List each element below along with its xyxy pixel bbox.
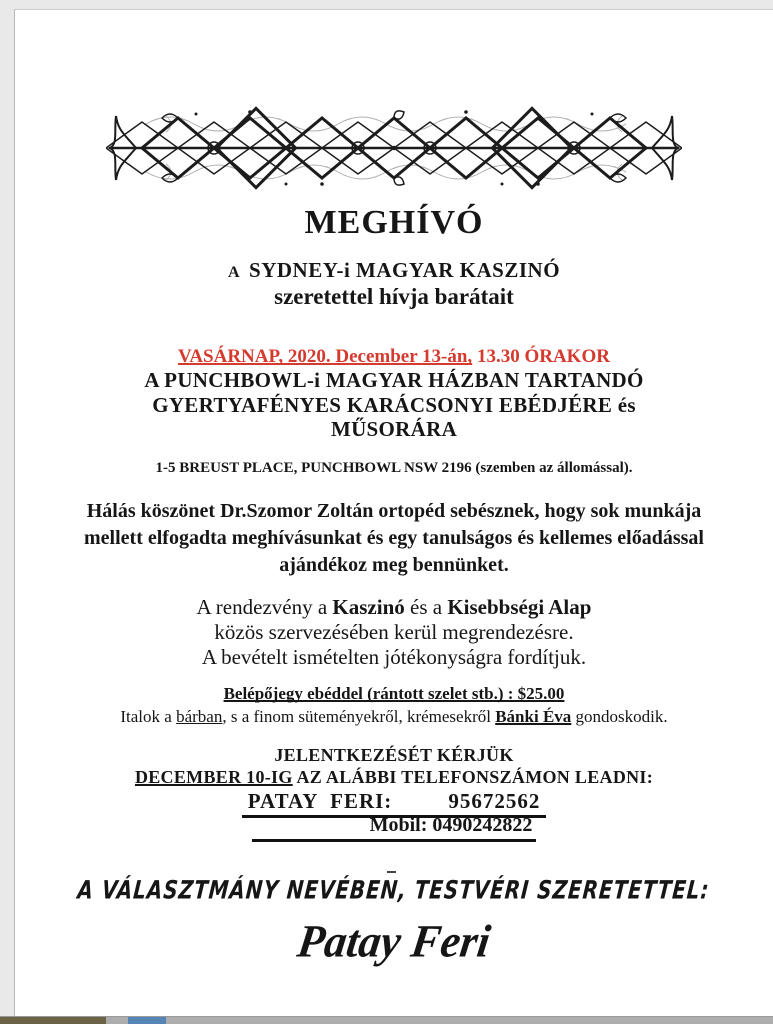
closing-handwritten-line: A VÁLASZTMÁNY NEVÉBEN, TESTVÉRI SZERETETTEL: [76, 875, 712, 905]
rsvp-line2: DECEMBER 10-IG AZ ALÁBBI TELEFONSZÁMON LEADNI: [134, 767, 654, 787]
event-date-line [15, 346, 773, 368]
contact-phone-number: 95672562 [448, 789, 541, 813]
venue-line: MŰSORÁRA [330, 417, 458, 441]
mobile-number: Mobil: 0490242822 [252, 814, 537, 842]
thanks-paragraph: Hálás köszönet Dr.Szomor Zoltán ortopéd sebésznek, hogy sok munkája mellett elfogadta meghívásunkat és egy tanulságos és kellemes előadással ajándékoz meg bennünket. [84, 500, 704, 576]
bar-underlined: bárban [176, 707, 223, 726]
ornament-band-icon [106, 104, 682, 192]
taskbar-sliver [0, 1016, 773, 1024]
organizer-kaszino: Kaszinó [332, 595, 405, 619]
venue-line: A PUNCHBOWL-i MAGYAR HÁZBAN TARTANDÓ [144, 368, 644, 392]
event-time: 13.30 ÓRAKOR [472, 346, 610, 367]
banki-eva-name: Bánki Éva [495, 707, 572, 726]
venue-block [15, 368, 773, 442]
page-title: MEGHÍVÓ [304, 204, 484, 241]
organizers-line1: A rendezvény a Kaszinó és a Kisebbségi Alap [196, 595, 592, 619]
organizers-block [15, 595, 773, 670]
org-name: SYDNEY-i MAGYAR KASZINÓ [249, 258, 561, 282]
organizers-line2: közös szervezésében kerül megrendezésre. [214, 620, 574, 644]
taskbar-blue-segment [128, 1017, 166, 1024]
invitation-page [14, 9, 773, 1017]
organization-line [15, 258, 773, 283]
venue-line: GYERTYAFÉNYES KARÁCSONYI EBÉDJÉRE és [152, 392, 636, 417]
ticket-price-line: Belépőjegy ebéddel (rántott szelet stb.) : $25.00 [223, 684, 565, 703]
org-article: A [227, 264, 241, 281]
mobile-phone-line [15, 814, 773, 842]
event-date-underlined: VASÁRNAP, 2020. December 13-án, [178, 346, 473, 367]
organizer-kisebbsegi-alap: Kisebbségi Alap [447, 595, 592, 619]
address-line: 1-5 BREUST PLACE, PUNCHBOWL NSW 2196 (szemben az állomással). [155, 460, 633, 476]
taskbar-olive-segment [0, 1017, 106, 1024]
contact-name: PATAY FERI: [247, 789, 393, 813]
organizers-line3: A bevételt ismételten jótékonyságra fordítjuk. [201, 645, 587, 669]
drinks-line: Italok a bárban, s a finom süteményekről, krémesekről Bánki Éva gondoskodik. [120, 707, 668, 726]
stray-dash-mark [387, 871, 396, 873]
rsvp-deadline-underlined: DECEMBER 10-IG [134, 767, 293, 787]
greeting-line: szeretettel hívja barátait [274, 284, 514, 309]
signature: Patay Feri [294, 915, 494, 968]
rsvp-line1: JELENTKEZÉSÉT KÉRJÜK [274, 745, 514, 765]
